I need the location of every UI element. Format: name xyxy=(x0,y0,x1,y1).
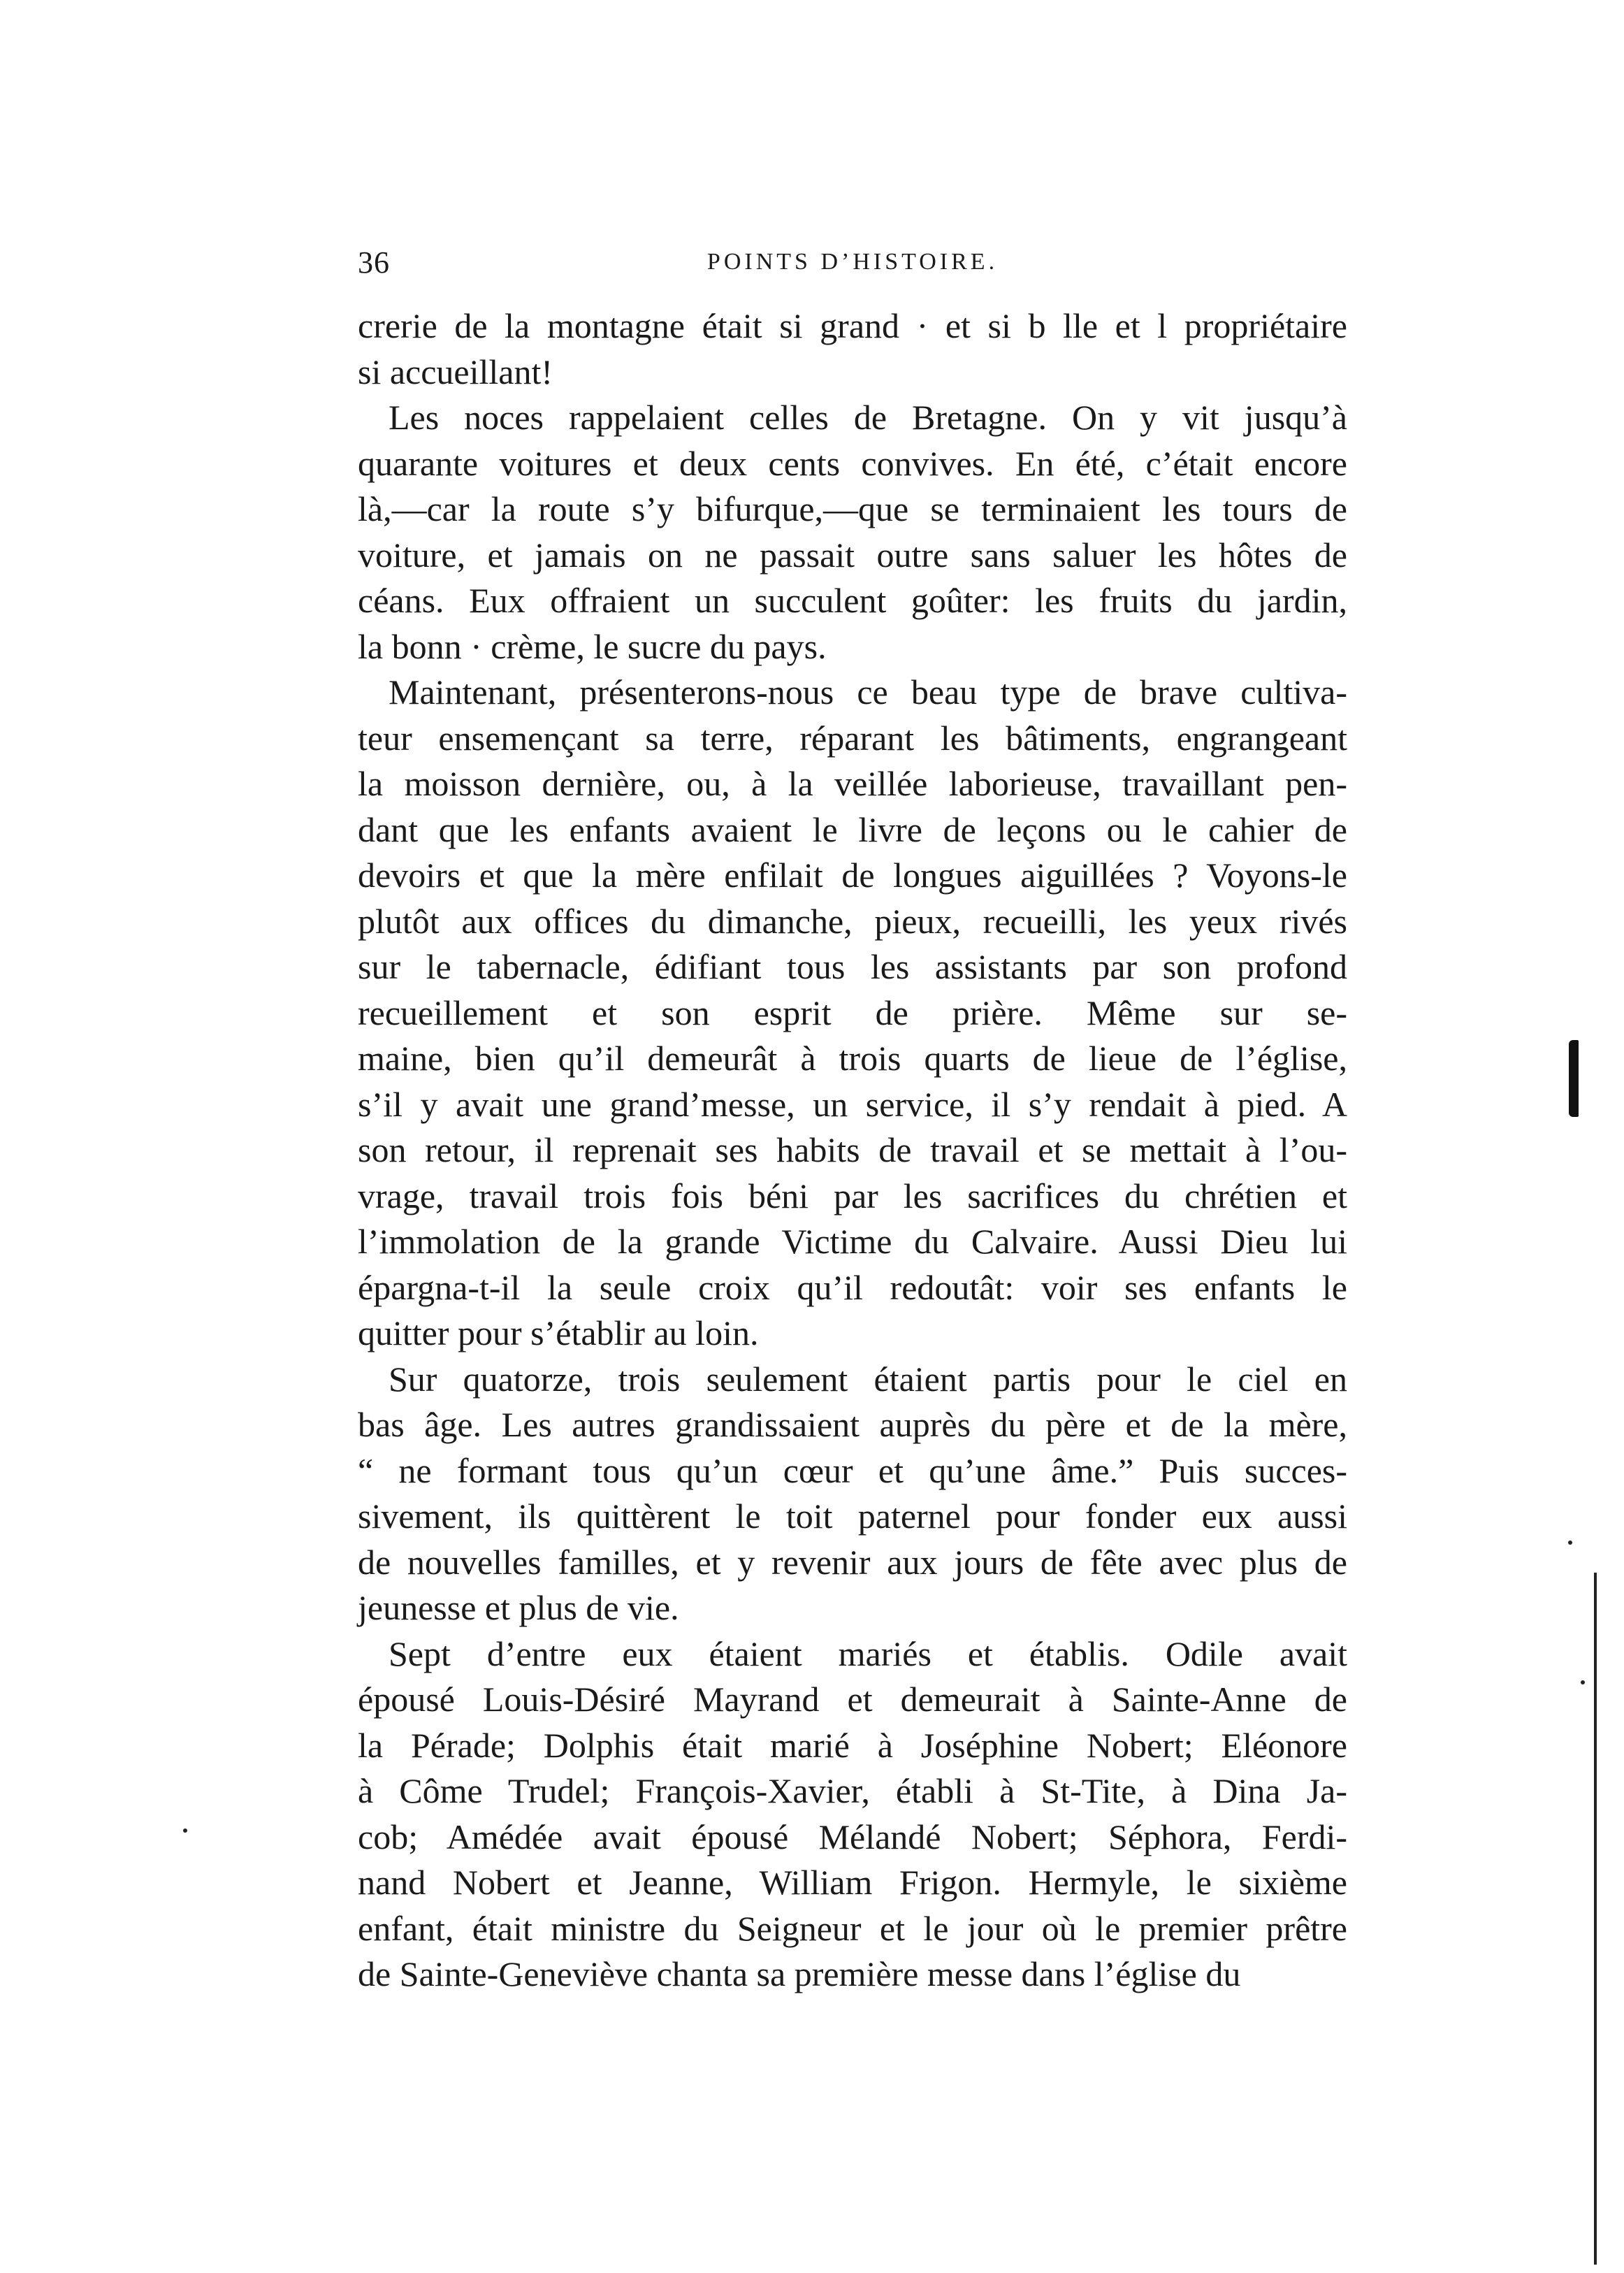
text-line: sur le tabernacle, édifiant tous les assistants par son profond xyxy=(358,947,1347,986)
ink-speck xyxy=(183,1828,187,1833)
text-line: épargna-t-il la seule croix qu’il redoutât: voir ses enfants le xyxy=(358,1267,1347,1307)
text-line: quarante voitures et deux cents convives. En été, c’était encore xyxy=(358,443,1347,483)
ink-speck xyxy=(1568,1540,1572,1545)
text-line: enfant, était ministre du Seigneur et le jour où le premier prêtre xyxy=(358,1908,1347,1948)
text-line: s’il y avait une grand’messe, un service, il s’y rendait à pied. A xyxy=(358,1084,1347,1124)
page-header xyxy=(358,245,1347,287)
text-line: nand Nobert et Jeanne, William Frigon. Hermyle, le sixième xyxy=(358,1863,1347,1902)
text-line: si accueillant! xyxy=(358,352,553,391)
text-line: céans. Eux offraient un succulent goûter: les fruits du jardin, xyxy=(358,581,1347,620)
text-line: dant que les enfants avaient le livre de leçons ou le cahier de xyxy=(358,809,1347,849)
margin-ink-mark xyxy=(1569,1040,1579,1117)
page-number: 36 xyxy=(358,245,390,280)
text-line: “ ne formant tous qu’un cœur et qu’une âme.” Puis succes- xyxy=(358,1450,1347,1490)
text-line: Maintenant, présenterons-nous ce beau type de brave cultiva- xyxy=(389,672,1347,712)
text-line: épousé Louis-Désiré Mayrand et demeurait à Sainte-Anne de xyxy=(358,1680,1347,1719)
text-line: teur ensemençant sa terre, réparant les bâtiments, engrangeant xyxy=(358,718,1347,758)
text-line: vrage, travail trois fois béni par les sacrifices du chrétien et xyxy=(358,1176,1347,1215)
text-line: l’immolation de la grande Victime du Calvaire. Aussi Dieu lui xyxy=(358,1222,1347,1261)
ink-speck xyxy=(1581,1680,1585,1684)
text-line: Les noces rappelaient celles de Bretagne. On y vit jusqu’à xyxy=(389,398,1347,437)
text-line: la Pérade; Dolphis était marié à Joséphine Nobert; Eléonore xyxy=(358,1725,1347,1765)
text-line: Sept d’entre eux étaient mariés et établis. Odile avait xyxy=(389,1633,1347,1673)
body-text xyxy=(358,303,1347,1998)
text-line: son retour, il reprenait ses habits de travail et se mettait à l’ou- xyxy=(358,1130,1347,1169)
text-line: recueillement et son esprit de prière. Même sur se- xyxy=(358,993,1347,1032)
running-title: POINTS D’HISTOIRE. xyxy=(706,249,999,275)
text-line: cob; Amédée avait épousé Mélandé Nobert; Séphora, Ferdi- xyxy=(358,1817,1347,1856)
text-line: crerie de la montagne était si grand · et si b lle et l propriétaire xyxy=(358,306,1347,345)
page-edge-rule xyxy=(1594,1573,1597,2265)
text-line: la bonn · crème, le sucre du pays. xyxy=(358,626,827,666)
text-line: bas âge. Les autres grandissaient auprès du père et de la mère, xyxy=(358,1405,1347,1444)
text-line: sivement, ils quittèrent le toit paternel pour fonder eux aussi xyxy=(358,1496,1347,1536)
text-line: là,—car la route s’y bifurque,—que se terminaient les tours de xyxy=(358,489,1347,528)
text-line: de Sainte-Geneviève chanta sa première messe dans l’église du xyxy=(358,1954,1241,1993)
text-line: la moisson dernière, ou, à la veillée laborieuse, travaillant pen- xyxy=(358,764,1347,803)
text-line: de nouvelles familles, et y revenir aux jours de fête avec plus de xyxy=(358,1542,1347,1582)
text-line: maine, bien qu’il demeurât à trois quarts de lieue de l’église, xyxy=(358,1039,1347,1078)
text-line: voiture, et jamais on ne passait outre sans saluer les hôtes de xyxy=(358,535,1347,575)
text-line: quitter pour s’établir au loin. xyxy=(358,1313,759,1352)
text-line: devoirs et que la mère enfilait de longues aiguillées ? Voyons-le xyxy=(358,856,1347,895)
text-line: jeunesse et plus de vie. xyxy=(358,1588,679,1627)
text-line: Sur quatorze, trois seulement étaient partis pour le ciel en xyxy=(389,1359,1347,1399)
text-line: à Côme Trudel; François-Xavier, établi à St-Tite, à Dina Ja- xyxy=(358,1771,1347,1810)
text-line: plutôt aux offices du dimanche, pieux, recueilli, les yeux rivés xyxy=(358,901,1347,941)
